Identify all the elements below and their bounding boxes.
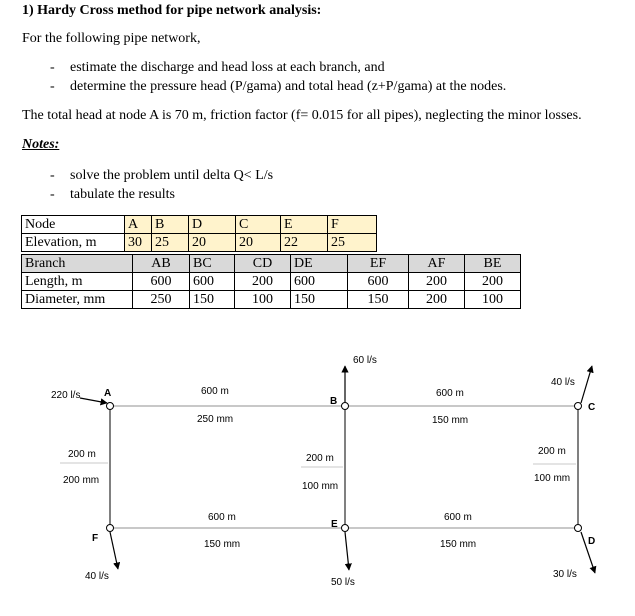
pipe-label-bc-length: 600 m (436, 388, 464, 399)
branch-table (21, 254, 521, 309)
table-cell: 600 (133, 273, 190, 291)
table-cell: 100 (235, 291, 291, 309)
pipe-label-cd-diameter: 100 mm (534, 473, 571, 484)
outflow-arrow-c (581, 366, 592, 403)
table-cell: B (152, 216, 189, 234)
flow-label-b: 60 l/s (353, 355, 377, 366)
pipe-label-af-diameter: 200 mm (63, 475, 100, 486)
flow-label-e: 50 l/s (331, 577, 355, 588)
node-label-e: E (331, 519, 338, 530)
intro-text: For the following pipe network, (22, 31, 201, 46)
problem-heading: 1) Hardy Cross method for pipe network analysis: (22, 3, 322, 18)
table-cell: AB (133, 255, 190, 273)
notes-label: Notes: (22, 137, 60, 152)
pipe-label-fe-length: 600 m (208, 512, 236, 523)
table-cell: 200 (409, 291, 465, 309)
table-row (22, 273, 521, 291)
table-row (22, 234, 377, 252)
bullet-dash: - (50, 187, 55, 202)
table-cell: EF (348, 255, 409, 273)
table-cell: 25 (328, 234, 377, 252)
table-cell: 600 (291, 273, 348, 291)
table-cell: Diameter, mm (22, 291, 133, 309)
flow-label-a: 220 l/s (51, 390, 81, 401)
table-cell: Branch (22, 255, 133, 273)
table-row (22, 216, 377, 234)
node-circle-e (342, 525, 349, 532)
flow-label-c: 40 l/s (551, 377, 575, 388)
table-cell: 22 (281, 234, 328, 252)
table-cell: 200 (465, 273, 521, 291)
table-row (22, 255, 521, 273)
table-cell: AF (409, 255, 465, 273)
table-cell: 600 (190, 273, 235, 291)
table-cell: DE (291, 255, 348, 273)
given-text: The total head at node A is 70 m, friction factor (f= 0.015 for all pipes), neglecting the minor losses. (22, 108, 582, 123)
pipe-label-ab-diameter: 250 mm (197, 414, 234, 425)
pipe-label-fe-diameter: 150 mm (204, 539, 241, 550)
pipe-label-ab-length: 600 m (201, 386, 229, 397)
table-cell: CD (235, 255, 291, 273)
table-cell: 600 (348, 273, 409, 291)
outflow-arrow-f (110, 532, 118, 569)
pipe-label-af-length: 200 m (68, 449, 96, 460)
table-cell: Node (22, 216, 125, 234)
node-label-b: B (330, 396, 338, 407)
flow-label-d: 30 l/s (553, 569, 577, 580)
table-cell: Elevation, m (22, 234, 125, 252)
pipe-label-cd-length: 200 m (538, 446, 566, 457)
node-circle-a (107, 403, 114, 410)
table-cell: 25 (152, 234, 189, 252)
node-label-d: D (588, 536, 596, 547)
node-label-c: C (588, 402, 596, 413)
node-label-f: F (92, 533, 99, 544)
table-cell: 20 (236, 234, 281, 252)
table-cell: D (189, 216, 236, 234)
table-cell: BC (190, 255, 235, 273)
bullet-dash: - (50, 60, 55, 75)
task-item: determine the pressure head (P/gama) and total head (z+P/gama) at the nodes. (70, 79, 507, 94)
table-cell: F (328, 216, 377, 234)
node-elevation-table (21, 215, 377, 252)
table-cell: C (236, 216, 281, 234)
table-cell: A (125, 216, 152, 234)
pipe-label-bc-diameter: 150 mm (432, 415, 469, 426)
note-item: solve the problem until delta Q< L/s (70, 168, 274, 183)
flow-label-f: 40 l/s (85, 571, 109, 582)
table-cell: 100 (465, 291, 521, 309)
bullet-dash: - (50, 168, 55, 183)
node-label-a: A (104, 388, 112, 399)
node-circle-b (342, 403, 349, 410)
node-circle-f (107, 525, 114, 532)
inflow-arrow-a (80, 398, 107, 403)
table-cell: 30 (125, 234, 152, 252)
table-row (22, 291, 521, 309)
node-circle-d (575, 525, 582, 532)
table-cell: Length, m (22, 273, 133, 291)
pipe-label-ed-length: 600 m (444, 512, 472, 523)
pipe-network-diagram (0, 340, 635, 610)
table-cell: 200 (235, 273, 291, 291)
note-item: tabulate the results (70, 187, 175, 202)
table-cell: BE (465, 255, 521, 273)
node-circle-c (575, 403, 582, 410)
table-cell: E (281, 216, 328, 234)
pipe-label-be-diameter: 100 mm (302, 481, 339, 492)
bullet-dash: - (50, 79, 55, 94)
table-cell: 250 (133, 291, 190, 309)
table-cell: 150 (348, 291, 409, 309)
table-cell: 20 (189, 234, 236, 252)
pipe-label-ed-diameter: 150 mm (440, 539, 477, 550)
pipe-label-be-length: 200 m (306, 453, 334, 464)
table-cell: 150 (291, 291, 348, 309)
task-item: estimate the discharge and head loss at each branch, and (70, 60, 385, 75)
table-cell: 200 (409, 273, 465, 291)
outflow-arrow-e (345, 532, 349, 570)
table-cell: 150 (190, 291, 235, 309)
